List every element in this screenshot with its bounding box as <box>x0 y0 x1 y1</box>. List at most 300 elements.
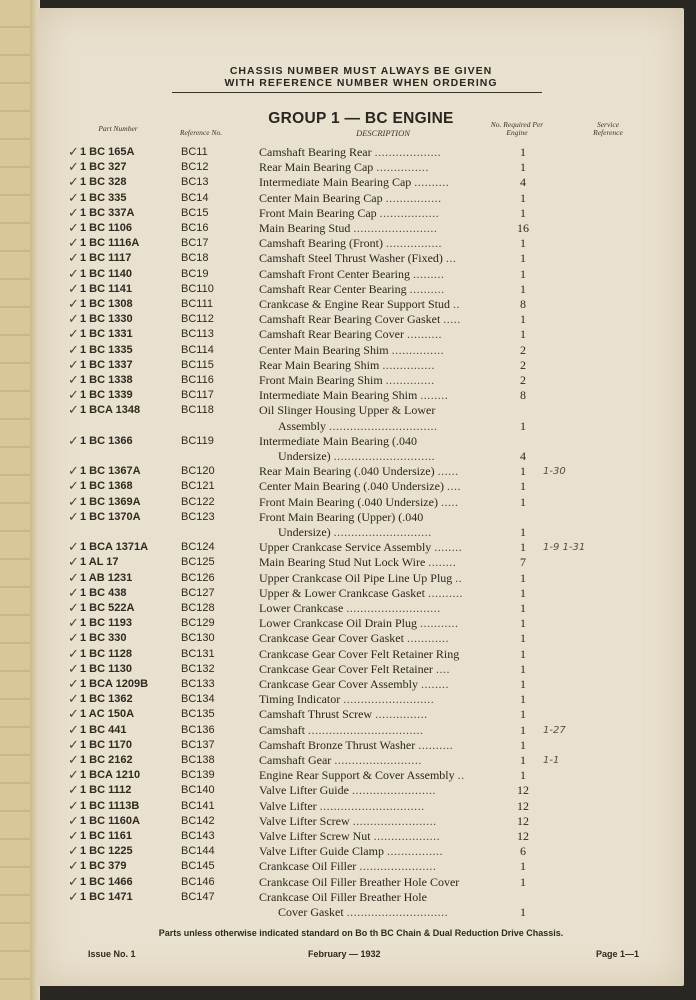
table-row <box>38 312 684 327</box>
description-text: Main Bearing Stud <box>259 221 351 235</box>
table-row <box>38 662 684 677</box>
quantity-required: 12 <box>517 813 529 828</box>
table-row <box>38 388 684 403</box>
handwritten-check-icon: ✓ <box>68 388 79 404</box>
reference-number: BC126 <box>181 571 215 584</box>
table-row <box>38 616 684 631</box>
table-row <box>38 768 684 783</box>
description-cell <box>259 236 507 251</box>
handwritten-check-icon: ✓ <box>68 889 79 905</box>
reference-number: BC12 <box>181 161 209 174</box>
reference-number: BC145 <box>181 860 215 873</box>
part-number: 1 BCA 1348 <box>80 404 141 417</box>
leader-dots: .......... <box>406 327 442 342</box>
quantity-required: 8 <box>520 388 526 403</box>
description-cell <box>259 175 507 190</box>
table-row <box>38 783 684 798</box>
handwritten-check-icon: ✓ <box>68 707 79 723</box>
reference-number: BC117 <box>181 389 214 402</box>
leader-dots: .......................... <box>343 692 435 707</box>
reference-number: BC116 <box>181 374 214 386</box>
notice-line-1: CHASSIS NUMBER MUST ALWAYS BE GIVEN <box>229 65 493 77</box>
reference-number: BC137 <box>181 738 215 751</box>
handwritten-check-icon: ✓ <box>68 312 79 328</box>
description-text: Crankcase Gear Cover Felt Retainer <box>259 661 433 676</box>
issue-number: Issue No. 1 <box>88 949 136 959</box>
handwritten-check-icon: ✓ <box>68 297 79 312</box>
quantity-required: 16 <box>517 221 529 235</box>
handwritten-check-icon: ✓ <box>68 874 79 890</box>
handwritten-check-icon: ✓ <box>68 616 79 632</box>
handwritten-check-icon: ✓ <box>68 221 79 236</box>
reference-number: BC111 <box>181 298 214 310</box>
table-row <box>38 555 684 570</box>
part-number: 1 BC 337A <box>80 206 135 219</box>
description-text: Assembly <box>278 418 326 433</box>
table-row <box>38 540 684 555</box>
description-cell <box>259 631 507 646</box>
quantity-required: 8 <box>520 297 526 311</box>
description-cell <box>259 510 507 525</box>
handwritten-check-icon: ✓ <box>68 844 79 860</box>
part-number: 1 BC 1369A <box>80 495 141 508</box>
table-row <box>38 829 684 844</box>
part-number: 1 BC 1117 <box>80 252 132 265</box>
description-text: Valve Lifter <box>259 798 317 813</box>
description-cell <box>259 555 507 570</box>
quantity-required: 1 <box>520 570 526 585</box>
notice-line-2: WITH REFERENCE NUMBER WHEN ORDERING <box>224 77 498 89</box>
quantity-required: 1 <box>520 190 526 205</box>
description-cell <box>259 677 507 692</box>
catalog-page <box>38 8 684 986</box>
table-row <box>38 267 684 282</box>
handwritten-check-icon: ✓ <box>68 236 79 252</box>
leader-dots: .......... <box>414 175 450 190</box>
handwritten-check-icon: ✓ <box>68 175 79 191</box>
table-row <box>38 495 684 510</box>
reference-number: BC113 <box>181 328 214 341</box>
reference-number: BC18 <box>181 252 209 265</box>
reference-number: BC17 <box>181 237 209 250</box>
leader-dots: ...... <box>437 464 459 479</box>
description-cell <box>259 464 507 479</box>
leader-dots: ........... <box>419 616 459 631</box>
description-text: Crankcase Oil Filler Breather Hole Cover <box>259 874 460 889</box>
quantity-required: 6 <box>520 844 526 859</box>
part-number: 1 BC 1330 <box>80 313 133 326</box>
description-cell <box>259 768 507 783</box>
quantity-required: 12 <box>517 829 529 843</box>
part-number: 1 BC 1466 <box>80 875 133 888</box>
reference-number: BC135 <box>181 708 215 721</box>
quantity-required: 1 <box>520 327 526 342</box>
description-cell <box>259 875 507 890</box>
handwritten-check-icon: ✓ <box>68 661 79 677</box>
description-text: Valve Lifter Screw Nut <box>259 829 371 843</box>
reference-number: BC127 <box>181 586 215 599</box>
handwritten-check-icon: ✓ <box>68 479 79 495</box>
description-text: Camshaft Gear <box>259 753 332 767</box>
part-number: 1 BC 1161 <box>80 830 132 842</box>
quantity-required: 1 <box>520 525 526 539</box>
table-row <box>38 251 684 266</box>
reference-number: BC141 <box>181 799 215 812</box>
description-cell <box>278 905 526 920</box>
handwritten-check-icon: ✓ <box>68 692 79 708</box>
table-row <box>38 601 684 616</box>
description-cell <box>259 647 507 662</box>
description-text: Undersize) <box>278 449 331 463</box>
description-cell <box>259 692 507 707</box>
leader-dots: ........................... <box>346 601 441 615</box>
description-text: Crankcase Gear Cover Gasket <box>259 631 404 646</box>
part-number: 1 BC 335 <box>80 191 127 204</box>
description-cell <box>259 859 507 874</box>
part-number: 1 BC 2162 <box>80 754 133 766</box>
leader-dots: ......................... <box>334 753 422 767</box>
quantity-required: 1 <box>520 707 526 722</box>
quantity-required: 1 <box>520 281 526 296</box>
reference-number: BC123 <box>181 510 215 523</box>
table-row <box>38 586 684 601</box>
description-cell <box>259 586 507 601</box>
reference-number: BC120 <box>181 465 215 478</box>
part-number: 1 BCA 1209B <box>80 678 149 690</box>
table-row <box>38 327 684 342</box>
part-number: 1 BC 1225 <box>80 845 133 858</box>
description-cell <box>259 571 507 586</box>
leader-dots: ................... <box>373 829 441 843</box>
service-reference-note: 1-27 <box>543 724 566 736</box>
leader-dots: ........ <box>434 540 463 555</box>
handwritten-check-icon: ✓ <box>68 373 79 388</box>
leader-dots: ............................ <box>333 525 432 539</box>
table-row <box>38 434 684 449</box>
handwritten-check-icon: ✓ <box>68 464 79 480</box>
part-number: 1 BC 1366 <box>80 434 133 447</box>
description-text: Cover Gasket <box>278 905 344 919</box>
description-cell <box>259 206 507 221</box>
quantity-required: 1 <box>520 464 526 479</box>
handwritten-check-icon: ✓ <box>68 585 79 601</box>
handwritten-check-icon: ✓ <box>68 859 79 875</box>
table-row <box>38 419 684 434</box>
description-text: Timing Indicator <box>259 692 341 707</box>
description-cell <box>259 601 507 616</box>
table-row <box>38 692 684 707</box>
part-number: 1 BC 1112 <box>80 784 132 797</box>
description-cell <box>259 814 507 829</box>
table-row <box>38 859 684 874</box>
handwritten-check-icon: ✓ <box>68 829 79 844</box>
handwritten-check-icon: ✓ <box>68 251 79 267</box>
reference-number: BC131 <box>181 647 215 660</box>
footer-note: Parts unless otherwise indicated standard on Bo th BC Chain & Dual Reduction Drive Chassis. <box>158 928 564 938</box>
description-cell <box>259 540 507 555</box>
leader-dots: .......... <box>427 585 463 600</box>
handwritten-check-icon: ✓ <box>68 494 79 510</box>
handwritten-check-icon: ✓ <box>68 357 79 373</box>
quantity-required: 1 <box>520 646 526 661</box>
description-text: Crankcase Gear Cover Assembly <box>259 677 418 691</box>
description-text: Valve Lifter Screw <box>259 813 350 828</box>
table-row <box>38 677 684 692</box>
handwritten-check-icon: ✓ <box>68 737 79 753</box>
leader-dots: ................ <box>385 190 442 205</box>
quantity-required: 1 <box>520 905 526 919</box>
part-number: 1 AL 17 <box>80 556 119 569</box>
description-text: Rear Main Bearing Shim <box>259 357 380 372</box>
reference-number: BC139 <box>181 769 215 782</box>
reference-number: BC112 <box>181 313 214 326</box>
table-row <box>38 707 684 722</box>
quantity-required: 1 <box>520 737 526 752</box>
description-text: Upper Crankcase Service Assembly <box>259 540 432 555</box>
part-number: 1 AB 1231 <box>80 571 133 584</box>
leader-dots: ................... <box>374 145 442 159</box>
quantity-required: 12 <box>517 798 529 813</box>
reference-number: BC138 <box>181 754 215 766</box>
handwritten-check-icon: ✓ <box>68 433 79 449</box>
quantity-required: 1 <box>520 661 526 676</box>
leader-dots: ........................ <box>353 221 438 235</box>
handwritten-check-icon: ✓ <box>68 190 79 206</box>
table-row <box>38 282 684 297</box>
reference-number: BC119 <box>181 434 214 447</box>
part-number: 1 BC 330 <box>80 632 127 645</box>
part-number: 1 BC 1170 <box>80 738 132 751</box>
handwritten-check-icon: ✓ <box>68 555 79 571</box>
reference-number: BC14 <box>181 191 209 204</box>
description-cell <box>259 312 507 327</box>
description-cell <box>259 297 507 312</box>
handwritten-check-icon: ✓ <box>68 570 79 586</box>
leader-dots: ............................. <box>346 905 449 919</box>
description-text: Crankcase Gear Cover Felt Retainer Ring <box>259 646 460 661</box>
service-reference-note: 1-1 <box>543 755 560 766</box>
reference-number: BC133 <box>181 678 215 690</box>
description-cell <box>259 343 507 358</box>
description-text: Camshaft Thrust Screw <box>259 707 373 722</box>
reference-number: BC16 <box>181 222 209 234</box>
part-number: 1 AC 150A <box>80 708 135 721</box>
quantity-required: 1 <box>520 692 526 707</box>
leader-dots: ..... <box>443 312 461 327</box>
description-cell <box>259 783 507 798</box>
description-cell <box>259 829 507 844</box>
reference-number: BC15 <box>181 206 209 219</box>
description-text: Camshaft Rear Bearing Cover <box>259 327 404 342</box>
handwritten-check-icon: ✓ <box>68 205 79 221</box>
reference-number: BC142 <box>181 814 215 827</box>
description-cell <box>259 358 507 373</box>
handwritten-check-icon: ✓ <box>68 631 79 647</box>
reference-number: BC130 <box>181 632 215 645</box>
part-number: 1 BC 1113B <box>80 799 140 812</box>
service-reference-note: 1-9 1-31 <box>543 542 586 554</box>
description-cell <box>259 434 507 449</box>
table-row <box>38 297 684 312</box>
table-row <box>38 890 684 905</box>
handwritten-check-icon: ✓ <box>68 813 79 829</box>
leader-dots: ..... <box>440 494 459 509</box>
quantity-required: 1 <box>520 585 526 600</box>
part-number: 1 BC 1368 <box>80 480 133 493</box>
col-header-service-reference: Service Reference <box>593 120 623 137</box>
table-row <box>38 647 684 662</box>
leader-dots: ...................... <box>359 859 437 874</box>
leader-dots: ........................ <box>352 813 437 828</box>
table-row <box>38 510 684 525</box>
table-row <box>38 799 684 814</box>
part-number: 1 BC 1362 <box>80 693 133 706</box>
description-cell <box>259 662 507 677</box>
description-text: Camshaft Front Center Bearing <box>259 266 410 281</box>
leader-dots: .... <box>446 479 461 494</box>
description-cell <box>259 251 507 266</box>
description-cell <box>259 191 507 206</box>
part-number: 1 BC 1471 <box>80 890 133 903</box>
leader-dots: .......... <box>409 281 445 296</box>
handwritten-check-icon: ✓ <box>68 768 79 784</box>
description-cell <box>259 495 507 510</box>
part-number: 1 BC 1130 <box>80 662 132 675</box>
table-row <box>38 571 684 586</box>
part-number: 1 BC 1367A <box>80 465 141 478</box>
description-cell <box>259 738 507 753</box>
description-text: Intermediate Main Bearing (.040 <box>259 433 417 448</box>
description-cell <box>259 373 507 388</box>
description-text: Camshaft Rear Bearing Cover Gasket <box>259 312 441 327</box>
reference-number: BC118 <box>181 404 214 417</box>
binder-spine <box>0 0 32 1000</box>
description-text: Undersize) <box>278 525 331 539</box>
part-number: 1 BC 379 <box>80 860 127 873</box>
reference-number: BC11 <box>181 146 208 158</box>
description-text: Valve Lifter Guide <box>259 783 349 798</box>
reference-number: BC144 <box>181 845 215 858</box>
leader-dots: ........ <box>420 388 449 403</box>
reference-number: BC114 <box>181 343 214 356</box>
handwritten-check-icon: ✓ <box>68 722 79 738</box>
description-text: Center Main Bearing Shim <box>259 342 389 357</box>
description-text: Main Bearing Stud Nut Lock Wire <box>259 555 426 570</box>
table-row <box>38 206 684 221</box>
part-number: 1 BC 1160A <box>80 814 140 827</box>
leader-dots: .......... <box>418 737 454 752</box>
leader-dots: ................ <box>386 844 443 859</box>
part-number: 1 BC 1335 <box>80 343 133 356</box>
description-text: Camshaft <box>259 722 305 737</box>
header-rule <box>172 92 542 93</box>
quantity-required: 1 <box>520 677 526 691</box>
reference-number: BC134 <box>181 693 215 706</box>
part-number: 1 BC 1338 <box>80 374 133 386</box>
reference-number: BC115 <box>181 358 214 371</box>
col-header-reference-no: Reference No. <box>179 128 223 137</box>
quantity-required: 4 <box>520 449 526 463</box>
quantity-required: 1 <box>520 251 526 266</box>
reference-number: BC132 <box>181 662 215 675</box>
quantity-required: 1 <box>520 205 526 220</box>
leader-dots: ... <box>445 251 457 266</box>
leader-dots: ........................ <box>351 783 436 798</box>
leader-dots: .... <box>435 661 450 676</box>
handwritten-check-icon: ✓ <box>68 601 79 616</box>
col-header-no-required: No. Required Per Engine <box>490 120 544 137</box>
description-text: Crankcase Oil Filler Breather Hole <box>259 889 427 904</box>
table-row <box>38 844 684 859</box>
table-row <box>38 236 684 251</box>
part-number: 1 BC 327 <box>80 161 127 174</box>
description-cell <box>259 723 507 738</box>
handwritten-check-icon: ✓ <box>68 798 79 814</box>
description-text: Center Main Bearing Cap <box>259 190 383 205</box>
description-text: Camshaft Steel Thrust Washer (Fixed) <box>259 251 443 266</box>
part-number: 1 BC 1128 <box>80 647 132 660</box>
part-number: 1 BC 1370A <box>80 510 141 523</box>
handwritten-check-icon: ✓ <box>68 342 79 358</box>
description-cell <box>259 145 507 160</box>
part-number: 1 BC 165A <box>80 146 135 158</box>
quantity-required: 1 <box>520 631 526 646</box>
description-text: Front Main Bearing Cap <box>259 205 377 220</box>
description-text: Center Main Bearing (.040 Undersize) <box>259 479 444 494</box>
table-row <box>38 343 684 358</box>
part-number: 1 BC 328 <box>80 176 127 189</box>
leader-dots: ........ <box>420 677 449 691</box>
description-text: Rear Main Bearing Cap <box>259 160 374 175</box>
description-cell <box>259 616 507 631</box>
handwritten-check-icon: ✓ <box>68 145 79 160</box>
description-text: Front Main Bearing Shim <box>259 373 383 387</box>
table-row <box>38 449 684 464</box>
leader-dots: ............... <box>375 707 428 722</box>
leader-dots: ............... <box>382 357 435 372</box>
handwritten-check-icon: ✓ <box>68 753 79 768</box>
col-header-part-number: Part Number <box>98 124 138 133</box>
part-number: 1 BC 1339 <box>80 389 133 402</box>
description-cell <box>259 388 507 403</box>
description-cell <box>259 799 507 814</box>
handwritten-check-icon: ✓ <box>68 160 79 176</box>
leader-dots: ................. <box>379 205 440 220</box>
reference-number: BC147 <box>181 890 215 903</box>
col-header-description: DESCRIPTION <box>356 128 410 138</box>
quantity-required: 4 <box>520 175 526 190</box>
table-row <box>38 814 684 829</box>
handwritten-check-icon: ✓ <box>68 266 79 282</box>
reference-number: BC121 <box>181 480 215 493</box>
reference-number: BC143 <box>181 830 215 842</box>
handwritten-check-icon: ✓ <box>68 281 79 297</box>
description-text: Front Main Bearing (.040 Undersize) <box>259 494 438 509</box>
description-text: Front Main Bearing (Upper) (.040 <box>259 509 424 524</box>
leader-dots: ............... <box>391 342 445 357</box>
table-row <box>38 373 684 388</box>
part-number: 1 BC 1140 <box>80 267 132 280</box>
reference-number: BC19 <box>181 267 209 280</box>
quantity-required: 2 <box>520 357 526 372</box>
quantity-required: 1 <box>520 145 526 159</box>
description-text: Lower Crankcase <box>259 601 344 615</box>
handwritten-check-icon: ✓ <box>68 540 79 556</box>
part-number: 1 BC 441 <box>80 723 127 736</box>
part-number: 1 BC 1331 <box>80 328 133 341</box>
table-row <box>38 221 684 236</box>
quantity-required: 1 <box>520 160 526 175</box>
